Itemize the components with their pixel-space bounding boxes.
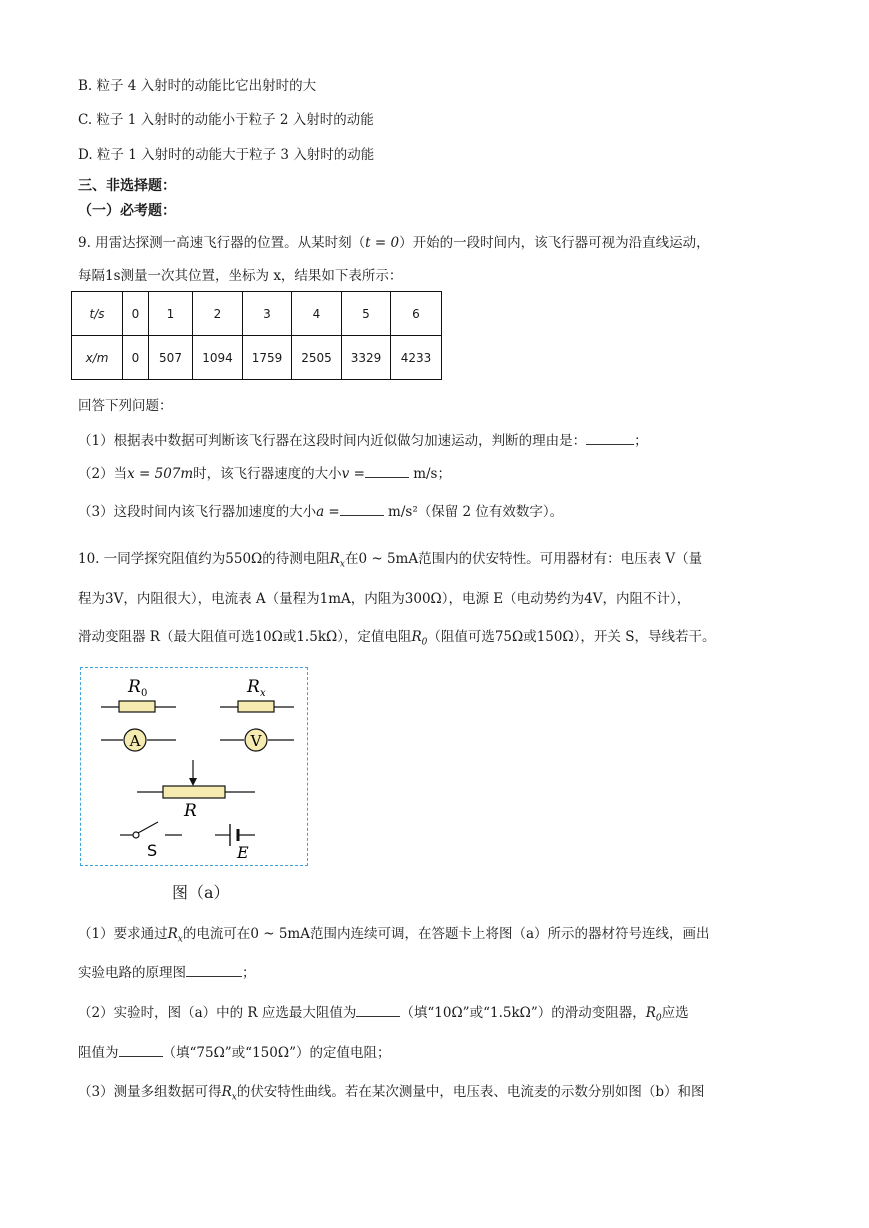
label-rx: R xyxy=(247,677,260,697)
q10-part1-line2: 实验电路的原理图 ； xyxy=(78,965,256,981)
table-header-x: x/m xyxy=(72,336,123,380)
label-rx-sub: x xyxy=(260,688,266,699)
q9-answer-prompt: 回答下列问题： xyxy=(78,398,173,414)
table-cell: 0 xyxy=(123,292,149,336)
q10-line2: 程为3V，内阻很大），电流表 A（量程为1mA，内阻为300Ω），电源 E（电动势约为4V，内阻不计）， xyxy=(78,591,691,607)
option-c: C. 粒子 1 入射时的动能小于粒子 2 入射时的动能 xyxy=(78,112,374,128)
label-voltmeter: V xyxy=(250,732,262,750)
table-cell: 3329 xyxy=(342,336,391,380)
section-subtitle: （一）必考题： xyxy=(78,203,176,219)
table-header-t: t/s xyxy=(72,292,123,336)
label-battery: E xyxy=(237,843,249,862)
rheostat-symbol xyxy=(137,760,255,798)
resistor-rx-symbol xyxy=(220,701,294,712)
answer-blank[interactable] xyxy=(119,1044,163,1057)
q10-part3-line1: （3）测量多组数据可得$R_x$的伏安特性曲线。若在某次测量中，电压表、电流麦的示数分别如图（b）和图 xyxy=(78,1084,705,1103)
q10-line3: 滑动变阻器 R（最大阻值可选10Ω或1.5kΩ），定值电阻$R_0$（阻值可选75Ω或150Ω），开关 S，导线若干。 xyxy=(78,629,716,648)
circuit-figure xyxy=(80,667,308,866)
answer-blank[interactable] xyxy=(340,503,384,516)
label-switch: S xyxy=(147,841,158,860)
table-cell: 1759 xyxy=(243,336,292,380)
label-ammeter: A xyxy=(129,732,141,750)
table-cell: 5 xyxy=(342,292,391,336)
table-cell: 4233 xyxy=(391,336,442,380)
q10-part1-line1: （1）要求通过$R_x$的电流可在0 ~ 5mA范围内连续可调，在答题卡上将图（a）所示的器材符号连线，画出 xyxy=(78,926,710,945)
q10-part2-line1: （2）实验时，图（a）中的 R 应选最大阻值为 （填“10Ω”或“1.5kΩ”）的滑动变阻器，$R_0$应选 xyxy=(78,1005,689,1024)
section-title: 三、非选择题： xyxy=(78,178,176,194)
answer-blank[interactable] xyxy=(586,432,634,445)
q9-part2: （2）当x = 507m时，该飞行器速度的大小v = m/s； xyxy=(78,466,451,482)
table-cell: 507 xyxy=(149,336,193,380)
q10-part2-line2: 阻值为 （填“75Ω”或“150Ω”）的定值电阻； xyxy=(78,1045,391,1061)
answer-blank[interactable] xyxy=(365,465,409,478)
label-rheostat: R xyxy=(184,801,197,821)
answer-blank[interactable] xyxy=(186,964,242,977)
option-b: B. 粒子 4 入射时的动能比它出射时的大 xyxy=(78,78,317,94)
option-d: D. 粒子 1 入射时的动能大于粒子 3 入射时的动能 xyxy=(78,147,375,163)
battery-symbol xyxy=(215,824,255,846)
table-cell: 0 xyxy=(123,336,149,380)
q10-line1: 10. 一同学探究阻值约为550Ω的待测电阻$R_x$在0 ~ 5mA范围内的伏安特性。可用器材有：电压表 V（量 xyxy=(78,551,703,570)
table-row xyxy=(72,336,442,380)
label-r0-sub: 0 xyxy=(141,688,148,699)
figure-caption: 图（a） xyxy=(172,883,230,902)
table-cell: 2505 xyxy=(292,336,342,380)
table-cell: 4 xyxy=(292,292,342,336)
table-cell: 2 xyxy=(193,292,243,336)
table-cell: 3 xyxy=(243,292,292,336)
q9-line1: 9. 用雷达探测一高速飞行器的位置。从某时刻（t = 0）开始的一段时间内，该飞行器可视为沿直线运动， xyxy=(78,235,710,251)
label-r0: R xyxy=(128,677,141,697)
table-row xyxy=(72,292,442,336)
table-cell: 1 xyxy=(149,292,193,336)
answer-blank[interactable] xyxy=(356,1004,400,1017)
q9-data-table xyxy=(71,291,442,380)
q9-part1: （1）根据表中数据可判断该飞行器在这段时间内近似做匀加速运动，判断的理由是： ； xyxy=(78,433,648,449)
q9-part3: （3）这段时间内该飞行器加速度的大小a = m/s²（保留 2 位有效数字）。 xyxy=(78,504,564,520)
table-cell: 6 xyxy=(391,292,442,336)
q9-line2: 每隔1s测量一次其位置，坐标为 x，结果如下表所示： xyxy=(78,268,403,284)
switch-symbol xyxy=(120,822,182,838)
resistor-r0-symbol xyxy=(101,701,176,712)
table-cell: 1094 xyxy=(193,336,243,380)
